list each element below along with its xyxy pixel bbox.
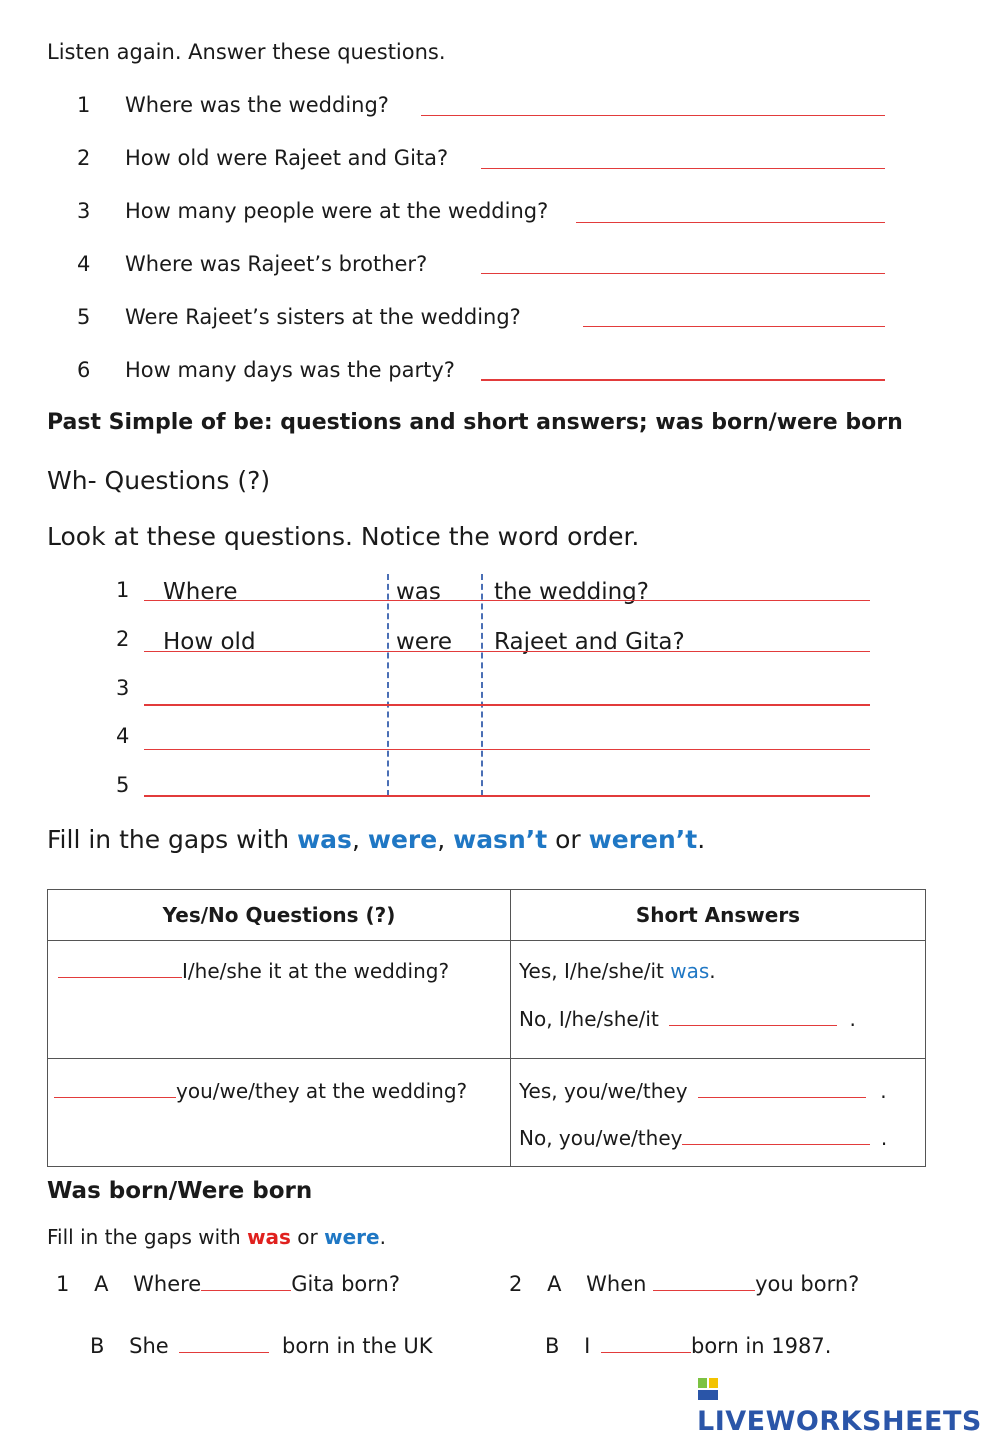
- table-cell: [48, 1059, 511, 1167]
- separator: ,: [437, 825, 454, 854]
- sentence-text: Gita born?: [291, 1272, 401, 1296]
- listen-instruction: Listen again. Answer these questions.: [47, 40, 446, 64]
- row-number: 2: [116, 627, 130, 651]
- answer-field-4[interactable]: [481, 273, 885, 274]
- exercise-number: 2: [509, 1272, 523, 1296]
- sentence-text: Where: [133, 1272, 202, 1296]
- fill-prefix: Fill in the gaps with: [47, 825, 298, 854]
- fill-instruction: [47, 825, 705, 854]
- question-text: How old were Rajeet and Gita?: [125, 146, 449, 170]
- answer-text: .: [709, 959, 716, 983]
- sentence-text: She: [129, 1334, 169, 1358]
- answer-field-5[interactable]: [583, 326, 885, 327]
- speaker-label: B: [545, 1334, 560, 1358]
- rest-of-question: the wedding?: [494, 579, 649, 605]
- question-number: 3: [77, 199, 91, 223]
- grammar-title: Past Simple of be: questions and short answers; was born/were born: [47, 410, 903, 435]
- verb-word: were: [396, 629, 453, 655]
- instruction-text: or: [290, 1225, 325, 1249]
- table-header: Short Answers: [511, 890, 926, 941]
- row-answer-field[interactable]: [144, 749, 870, 750]
- row-number: 5: [116, 773, 130, 797]
- exercise-1-a: [56, 1272, 400, 1296]
- row-number: 4: [116, 724, 130, 748]
- gap-field[interactable]: [201, 1276, 291, 1291]
- row-answer-field[interactable]: [144, 704, 870, 706]
- question-1: [58, 959, 449, 983]
- table-cell: [511, 941, 926, 1059]
- gap-field[interactable]: [698, 1083, 866, 1098]
- speaker-label: A: [547, 1272, 562, 1296]
- answer-text: No, I/he/she/it: [519, 1007, 659, 1031]
- questions-answers-table: [47, 889, 926, 1167]
- speaker-label: B: [90, 1334, 105, 1358]
- question-number: 5: [77, 305, 91, 329]
- keyword-were: were: [367, 825, 438, 854]
- row-line: [144, 600, 870, 601]
- answer-field-2[interactable]: [481, 168, 885, 169]
- question-text: Where was Rajeet’s brother?: [125, 252, 428, 276]
- born-instruction: [47, 1225, 386, 1249]
- question-text: Where was the wedding?: [125, 93, 389, 117]
- answer-text: No, you/we/they: [519, 1126, 683, 1150]
- word-order-row[interactable]: [110, 771, 870, 821]
- logo-icon: [697, 1376, 719, 1402]
- separator: or: [547, 825, 589, 854]
- answer-field-1[interactable]: [421, 115, 885, 116]
- sentence-text: you born?: [755, 1272, 860, 1296]
- answer-field-6[interactable]: [481, 379, 885, 381]
- separator: .: [697, 825, 706, 854]
- table-header: Yes/No Questions (?): [48, 890, 511, 941]
- question-text: How many people were at the wedding?: [125, 199, 549, 223]
- answer-yes-2: [519, 1079, 887, 1103]
- logo-text: LIVEWORKSHEETS: [697, 1406, 982, 1437]
- separator: ,: [351, 825, 368, 854]
- keyword-wasnt: wasn’t: [453, 825, 548, 854]
- row-answer-field[interactable]: [144, 795, 870, 797]
- table-cell: [48, 941, 511, 1059]
- question-number: 4: [77, 252, 91, 276]
- answer-text: Yes, you/we/they: [519, 1079, 688, 1103]
- answer-yes-1: [519, 959, 716, 983]
- rest-of-question: Rajeet and Gita?: [494, 629, 685, 655]
- word-order-row[interactable]: [110, 722, 870, 772]
- keyword-were: were: [324, 1225, 380, 1249]
- gap-field[interactable]: [601, 1338, 691, 1353]
- row-number: 3: [116, 676, 130, 700]
- word-order-row[interactable]: [110, 674, 870, 724]
- sentence-text: born in the UK: [282, 1334, 433, 1358]
- born-title: Was born/Were born: [47, 1178, 313, 1204]
- answer-text: Yes, I/he/she/it: [519, 959, 671, 983]
- answer-field-3[interactable]: [576, 222, 885, 223]
- answer-text: .: [849, 1007, 856, 1031]
- sentence-text: When: [586, 1272, 647, 1296]
- gap-field[interactable]: [653, 1276, 755, 1291]
- liveworksheets-logo: [697, 1375, 1000, 1437]
- table-cell: [511, 1059, 926, 1167]
- gap-field[interactable]: [682, 1130, 870, 1145]
- gap-field[interactable]: [179, 1338, 269, 1353]
- gap-field[interactable]: [58, 963, 182, 978]
- question-number: 6: [77, 358, 91, 382]
- instruction-text: Fill in the gaps with: [47, 1225, 248, 1249]
- exercise-2-b: [545, 1334, 831, 1358]
- instruction-text: .: [379, 1225, 386, 1249]
- gap-field[interactable]: [54, 1083, 176, 1098]
- wh-word: How old: [163, 629, 256, 655]
- answer-no-2: [519, 1126, 887, 1150]
- word-order-row: [110, 624, 870, 674]
- word-order-row: [110, 574, 870, 624]
- keyword-was: was: [247, 1225, 291, 1249]
- keyword-was: was: [670, 959, 710, 983]
- question-2: [54, 1079, 467, 1103]
- keyword-werent: weren’t: [588, 825, 698, 854]
- row-line: [144, 651, 870, 652]
- row-number: 1: [116, 578, 130, 602]
- exercise-2-a: [509, 1272, 859, 1296]
- keyword-was: was: [297, 825, 352, 854]
- answer-text: .: [880, 1126, 888, 1150]
- exercise-number: 1: [56, 1272, 70, 1296]
- question-text: I/he/she it at the wedding?: [182, 959, 450, 983]
- sentence-text: I: [584, 1334, 591, 1358]
- wh-word: Where: [163, 579, 238, 605]
- question-number: 1: [77, 93, 91, 117]
- question-text: Were Rajeet’s sisters at the wedding?: [125, 305, 521, 329]
- question-text: How many days was the party?: [125, 358, 455, 382]
- sentence-text: born in 1987.: [691, 1334, 832, 1358]
- grammar-instruction: Look at these questions. Notice the word order.: [47, 522, 640, 551]
- grammar-subtitle: Wh- Questions (?): [47, 466, 271, 495]
- exercise-1-b: [90, 1334, 433, 1358]
- question-text: you/we/they at the wedding?: [176, 1079, 468, 1103]
- gap-field[interactable]: [669, 1011, 837, 1026]
- answer-text: .: [880, 1079, 887, 1103]
- verb-word: was: [396, 579, 441, 605]
- speaker-label: A: [94, 1272, 109, 1296]
- answer-no-1: [519, 1007, 856, 1031]
- question-number: 2: [77, 146, 91, 170]
